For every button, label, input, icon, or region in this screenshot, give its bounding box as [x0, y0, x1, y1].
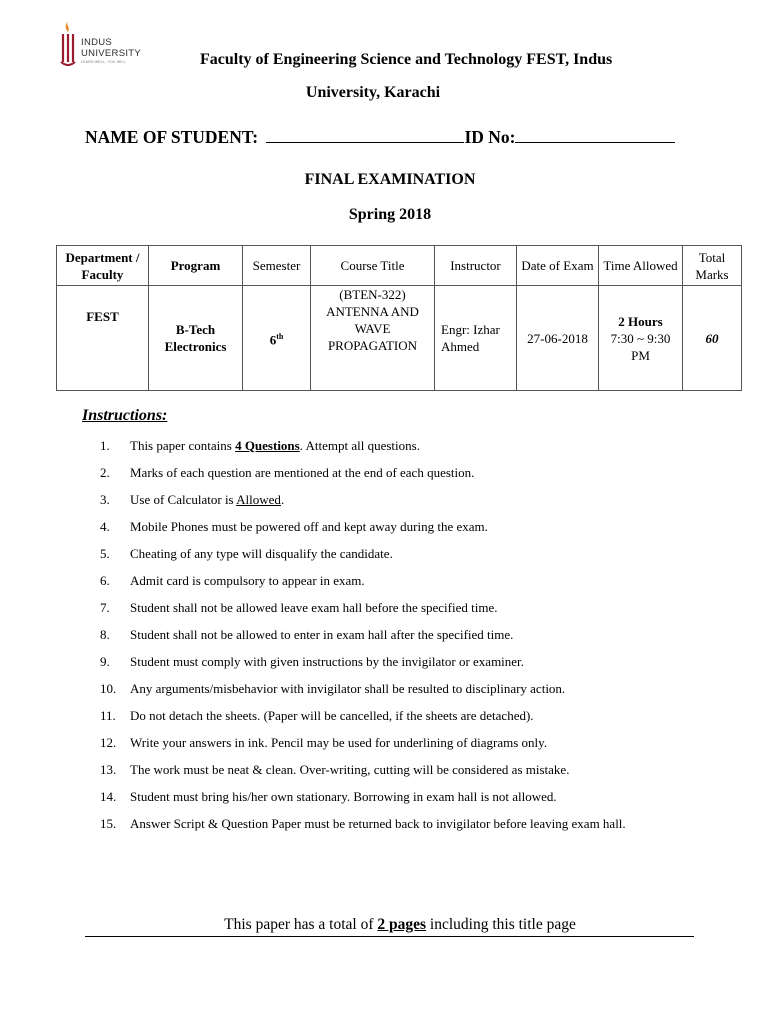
list-item — [100, 463, 700, 490]
item-number: 13. — [100, 762, 117, 777]
cell-marks: 60 — [683, 286, 742, 391]
list-item — [100, 544, 700, 571]
item-number: 2. — [100, 465, 110, 480]
page-count: 2 pages — [377, 916, 427, 933]
student-name-label: NAME OF STUDENT: — [85, 127, 259, 147]
semester-number: 6 — [269, 332, 277, 348]
instructions-list — [100, 436, 700, 864]
student-id-blank — [515, 128, 675, 143]
list-item — [100, 625, 700, 652]
cell-instructor: Engr: Izhar Ahmed — [435, 286, 517, 391]
item-text: Write your answers in ink. Pencil may be used for underlining of diagrams only. — [130, 735, 548, 750]
page-count-note — [0, 916, 768, 934]
cell-date: 27-06-2018 — [517, 286, 599, 391]
exam-term: Spring 2018 — [348, 206, 432, 223]
flame-torch-icon — [58, 18, 78, 68]
item-number: 1. — [100, 438, 110, 453]
item-text-pre: Use of Calculator is — [130, 492, 237, 507]
logo-tagline: LEARN WELL, YOU WILL — [81, 60, 126, 64]
calculator-status: Allowed — [236, 492, 281, 507]
semester-suffix: th — [276, 331, 284, 341]
logo-wordmark-line2: UNIVERSITY — [81, 48, 142, 59]
item-text: Do not detach the sheets. (Paper will be cancelled, if the sheets are detached). — [130, 708, 534, 723]
item-number: 8. — [100, 627, 110, 642]
item-number: 3. — [100, 492, 110, 507]
item-number: 15. — [100, 816, 117, 831]
item-number: 11. — [100, 708, 116, 723]
list-item — [100, 810, 700, 864]
exam-info-table — [56, 245, 742, 391]
item-text: Student shall not be allowed to enter in exam hall after the specified time. — [130, 627, 514, 642]
faculty-heading: Faculty of Engineering Science and Technology FEST, Indus — [200, 51, 613, 68]
page-count-pre: This paper has a total of — [224, 916, 378, 933]
item-text: Student must comply with given instructions by the invigilator or examiner. — [130, 654, 524, 669]
cell-semester — [243, 286, 311, 391]
cell-course-title: (BTEN-322) ANTENNA AND WAVE PROPAGATION — [311, 286, 435, 391]
item-text: Admit card is compulsory to appear in exam. — [130, 573, 365, 588]
exam-title: FINAL EXAMINATION — [304, 171, 476, 188]
item-text: Cheating of any type will disqualify the candidate. — [130, 546, 393, 561]
cell-department: FEST — [57, 286, 149, 391]
item-text: Student must bring his/her own stationary. Borrowing in exam hall is not allowed. — [130, 789, 557, 804]
instructions-heading: Instructions: — [82, 407, 168, 424]
item-number: 14. — [100, 789, 117, 804]
item-text: Any arguments/misbehavior with invigilator shall be resulted to disciplinary action. — [130, 681, 566, 696]
item-text — [130, 490, 700, 517]
item-number: 6. — [100, 573, 110, 588]
item-text — [130, 436, 700, 463]
header-date: Date of Exam — [517, 246, 599, 286]
page-count-post: including this title page — [426, 916, 576, 933]
header-marks: Total Marks — [683, 246, 742, 286]
university-logo — [58, 18, 158, 70]
cell-time — [599, 286, 683, 391]
item-text: Marks of each question are mentioned at the end of each question. — [130, 465, 475, 480]
header-semester: Semester — [243, 246, 311, 286]
time-hours: 2 Hours — [618, 313, 663, 329]
list-item — [100, 571, 700, 598]
list-item — [100, 760, 700, 787]
list-item — [100, 436, 700, 463]
list-item — [100, 490, 700, 517]
item-number: 10. — [100, 681, 117, 696]
item-number: 5. — [100, 546, 110, 561]
header-department: Department / Faculty — [57, 246, 149, 286]
footer-divider — [85, 936, 694, 937]
item-text-post: . — [280, 492, 285, 507]
item-text: Mobile Phones must be powered off and kept away during the exam. — [130, 519, 488, 534]
time-range: 7:30 ~ 9:30 PM — [610, 330, 671, 363]
university-heading: University, Karachi — [305, 84, 441, 101]
header-time: Time Allowed — [599, 246, 683, 286]
student-id-label: ID No: — [464, 127, 516, 147]
student-info-line — [85, 127, 675, 148]
logo-wordmark-line1: INDUS — [81, 37, 113, 48]
item-text: Answer Script & Question Paper must be returned back to invigilator before leaving exam hall. — [130, 816, 626, 831]
list-item — [100, 652, 700, 679]
item-number: 12. — [100, 735, 117, 750]
table-row — [57, 286, 742, 391]
student-name-blank — [266, 128, 464, 143]
question-count: 4 Questions — [235, 438, 300, 453]
list-item — [100, 517, 700, 544]
header-course-title: Course Title — [311, 246, 435, 286]
item-number: 7. — [100, 600, 110, 615]
item-number: 9. — [100, 654, 110, 669]
list-item — [100, 598, 700, 625]
header-program: Program — [149, 246, 243, 286]
item-text-post: . Attempt all questions. — [299, 438, 420, 453]
item-number: 4. — [100, 519, 110, 534]
list-item — [100, 733, 700, 760]
header-instructor: Instructor — [435, 246, 517, 286]
item-text-pre: This paper contains — [130, 438, 236, 453]
list-item — [100, 706, 700, 733]
list-item — [100, 679, 700, 706]
item-text: Student shall not be allowed leave exam hall before the specified time. — [130, 600, 498, 615]
cell-program: B-Tech Electronics — [149, 286, 243, 391]
item-text: The work must be neat & clean. Over-writing, cutting will be considered as mistake. — [130, 762, 570, 777]
table-header-row — [57, 246, 742, 286]
